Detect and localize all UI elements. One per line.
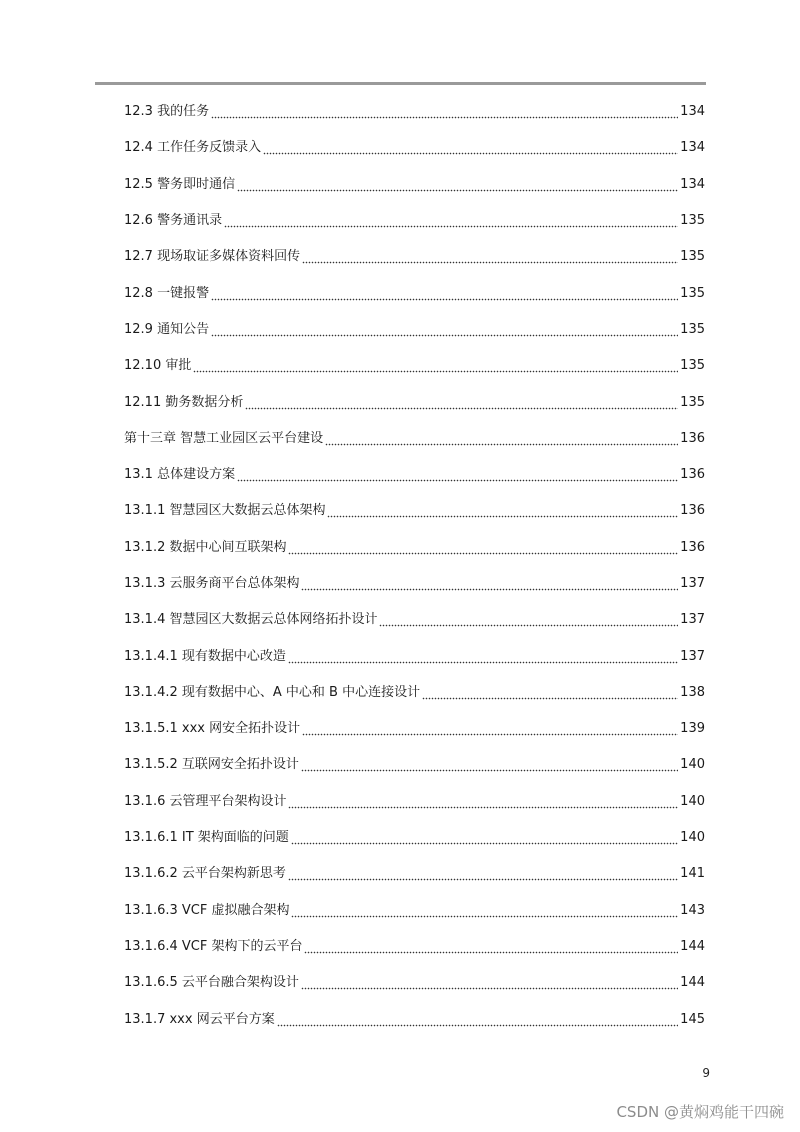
toc-dot-leader xyxy=(237,177,678,193)
toc-entry-title: 12.9 通知公告 xyxy=(124,321,210,337)
csdn-watermark: CSDN @黄焖鸡能干四碗 xyxy=(616,1103,784,1121)
toc-entry-page: 140 xyxy=(680,757,705,773)
toc-entry[interactable] xyxy=(124,929,705,965)
toc-entry-title: 13.1.5.2 互联网安全拓扑设计 xyxy=(124,757,299,773)
toc-entry-title: 13.1.4.2 现有数据中心、A 中心和 B 中心连接设计 xyxy=(124,684,421,700)
toc-entry-page: 138 xyxy=(680,684,705,700)
toc-entry-page: 145 xyxy=(680,1011,705,1027)
toc-entry[interactable] xyxy=(124,820,705,856)
toc-entry-title: 13.1.7 xxx 网云平台方案 xyxy=(124,1011,275,1027)
toc-entry-title: 12.3 我的任务 xyxy=(124,104,210,120)
toc-entry-page: 135 xyxy=(680,213,705,229)
toc-entry-page: 144 xyxy=(680,938,705,954)
toc-dot-leader xyxy=(379,612,678,628)
toc-dot-leader xyxy=(211,322,678,338)
toc-entry[interactable] xyxy=(124,312,705,348)
toc-dot-leader xyxy=(211,286,678,302)
toc-entry-page: 135 xyxy=(680,285,705,301)
toc-dot-leader xyxy=(291,903,678,919)
toc-dot-leader xyxy=(193,358,678,374)
toc-dot-leader xyxy=(277,1012,678,1028)
toc-entry[interactable] xyxy=(124,421,705,457)
toc-dot-leader xyxy=(263,140,678,156)
page-number: 9 xyxy=(702,1066,710,1080)
toc-entry-page: 135 xyxy=(680,394,705,410)
toc-dot-leader xyxy=(288,794,678,810)
toc-entry[interactable] xyxy=(124,784,705,820)
toc-entry-page: 137 xyxy=(680,648,705,664)
toc-entry-title: 12.10 审批 xyxy=(124,358,192,374)
toc-entry-title: 12.11 勤务数据分析 xyxy=(124,394,244,410)
toc-dot-leader xyxy=(237,467,678,483)
toc-entry[interactable] xyxy=(124,94,705,130)
toc-entry[interactable] xyxy=(124,1001,705,1037)
toc-entry-title: 13.1.6.4 VCF 架构下的云平台 xyxy=(124,938,303,954)
toc-entry[interactable] xyxy=(124,747,705,783)
toc-entry-page: 139 xyxy=(680,721,705,737)
toc-entry-page: 144 xyxy=(680,975,705,991)
toc-dot-leader xyxy=(302,721,678,737)
toc-dot-leader xyxy=(245,395,678,411)
toc-entry[interactable] xyxy=(124,239,705,275)
toc-entry-page: 134 xyxy=(680,140,705,156)
header-rule xyxy=(95,82,706,85)
toc-dot-leader xyxy=(288,866,678,882)
toc-entry-title: 13.1.2 数据中心间互联架构 xyxy=(124,539,287,555)
toc-entry-title: 13.1 总体建设方案 xyxy=(124,467,236,483)
toc-entry-page: 140 xyxy=(680,793,705,809)
toc-entry-title: 12.4 工作任务反馈录入 xyxy=(124,140,262,156)
toc-entry[interactable] xyxy=(124,856,705,892)
toc-entry[interactable] xyxy=(124,203,705,239)
toc-entry-title: 第十三章 智慧工业园区云平台建设 xyxy=(124,430,324,446)
toc-entry[interactable] xyxy=(124,602,705,638)
toc-entry-title: 13.1.6.5 云平台融合架构设计 xyxy=(124,975,299,991)
toc-entry[interactable] xyxy=(124,457,705,493)
toc-entry-title: 13.1.6.3 VCF 虚拟融合架构 xyxy=(124,902,290,918)
toc-entry-page: 140 xyxy=(680,830,705,846)
toc-entry-page: 143 xyxy=(680,902,705,918)
toc-entry[interactable] xyxy=(124,167,705,203)
toc-entry[interactable] xyxy=(124,530,705,566)
toc-dot-leader xyxy=(327,503,678,519)
toc-entry-title: 13.1.5.1 xxx 网安全拓扑设计 xyxy=(124,721,301,737)
toc-entry[interactable] xyxy=(124,348,705,384)
toc-dot-leader xyxy=(301,757,678,773)
toc-entry-page: 141 xyxy=(680,866,705,882)
toc-dot-leader xyxy=(301,576,678,592)
toc-entry[interactable] xyxy=(124,638,705,674)
toc-entry-page: 136 xyxy=(680,430,705,446)
toc-dot-leader xyxy=(304,939,678,955)
toc-dot-leader xyxy=(224,213,678,229)
toc-entry-title: 13.1.4.1 现有数据中心改造 xyxy=(124,648,286,664)
toc-dot-leader xyxy=(302,249,678,265)
toc-entry-title: 12.6 警务通讯录 xyxy=(124,213,223,229)
toc-entry-title: 13.1.6 云管理平台架构设计 xyxy=(124,793,287,809)
toc-entry-title: 13.1.4 智慧园区大数据云总体网络拓扑设计 xyxy=(124,612,378,628)
toc-entry-page: 136 xyxy=(680,503,705,519)
toc-entry-title: 13.1.3 云服务商平台总体架构 xyxy=(124,576,300,591)
toc-dot-leader xyxy=(211,104,678,120)
toc-entry[interactable] xyxy=(124,711,705,747)
toc-entry-page: 134 xyxy=(680,104,705,120)
toc-entry[interactable] xyxy=(124,675,705,711)
toc-entry-title: 12.7 现场取证多媒体资料回传 xyxy=(124,249,301,265)
toc-entry-title: 13.1.6.2 云平台架构新思考 xyxy=(124,866,286,882)
toc-entry-title: 12.5 警务即时通信 xyxy=(124,176,236,192)
toc-entry-page: 135 xyxy=(680,249,705,265)
toc-entry-page: 135 xyxy=(680,321,705,337)
toc-entry-title: 13.1.1 智慧园区大数据云总体架构 xyxy=(124,503,326,519)
toc-entry-page: 134 xyxy=(680,176,705,192)
toc-entry[interactable] xyxy=(124,493,705,529)
table-of-contents xyxy=(124,94,705,1038)
toc-dot-leader xyxy=(325,431,678,447)
toc-dot-leader xyxy=(288,649,678,665)
toc-entry[interactable] xyxy=(124,566,705,602)
toc-entry-title: 12.8 一键报警 xyxy=(124,285,210,301)
toc-dot-leader xyxy=(301,975,678,991)
toc-dot-leader xyxy=(422,685,678,701)
toc-entry[interactable] xyxy=(124,965,705,1001)
toc-entry[interactable] xyxy=(124,384,705,420)
toc-entry-page: 137 xyxy=(680,612,705,628)
toc-entry[interactable] xyxy=(124,275,705,311)
toc-dot-leader xyxy=(291,830,678,846)
toc-dot-leader xyxy=(288,540,678,556)
toc-entry-title: 13.1.6.1 IT 架构面临的问题 xyxy=(124,830,289,846)
toc-entry[interactable] xyxy=(124,893,705,929)
toc-entry-page: 136 xyxy=(680,467,705,483)
toc-entry-page: 136 xyxy=(680,539,705,555)
toc-entry-page: 137 xyxy=(680,576,705,591)
toc-entry-page: 135 xyxy=(680,358,705,374)
toc-entry[interactable] xyxy=(124,130,705,166)
